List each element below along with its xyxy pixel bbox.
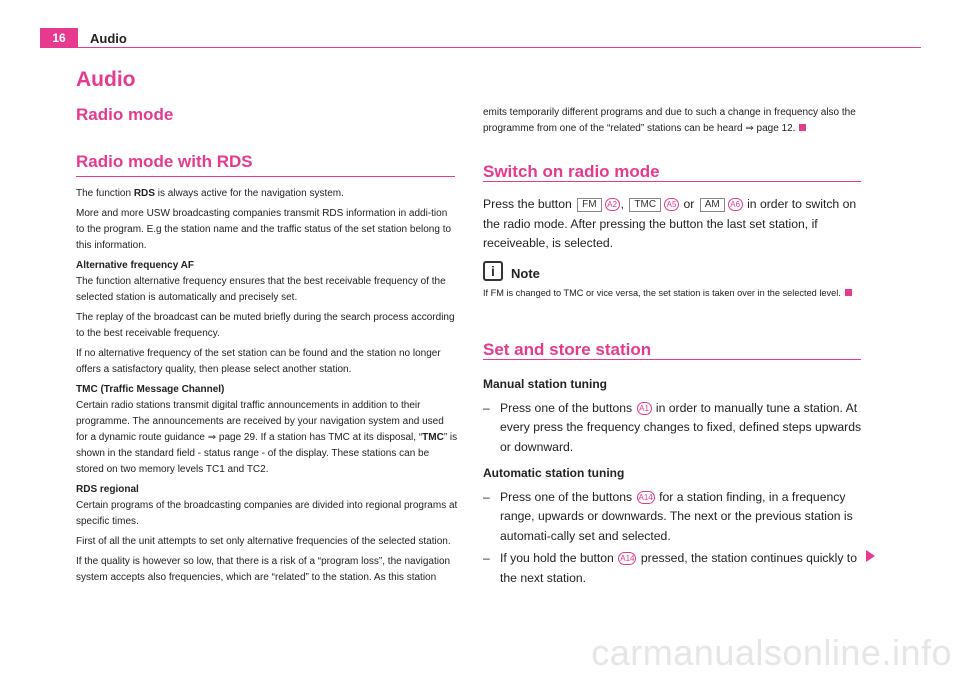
ref-a6-icon: A6 — [728, 198, 743, 211]
paragraph: Certain radio stations transmit digital traffic announcements in addition to their programme. The announcements are received by your navigation system and used for a dynamic route guidance ⇒ page 29. If a station has TMC at its disposal, “TMC” is shown in the standard field - status range - of the display. These stations can be stored on two memory levels TC1 and TC2. — [76, 400, 458, 475]
paragraph: If the quality is however so low, that there is a risk of a “program loss”, the navigation system accepts also frequencies, which are “related” to the station. As this station — [76, 556, 451, 583]
subheading-manual: Manual station tuning — [483, 377, 607, 391]
set-store-section — [483, 375, 863, 588]
ref-a14-icon: A14 — [620, 554, 635, 563]
fm-button-label: FM — [577, 198, 601, 212]
paragraph: More and more USW broadcasting companies transmit RDS information in addi-tion to the program. E.g the station name and the traffic status of the set station belong to this information. — [76, 208, 452, 251]
list-item: – Press one of the buttons A1 in order to manually tune a station. At every press the frequency changes to fixed, defined steps upwards or downward. — [483, 400, 862, 454]
paragraph: The function RDS is always active for the navigation system. — [76, 188, 344, 199]
main-title: Audio — [76, 68, 136, 91]
end-marker-icon — [845, 289, 852, 296]
paragraph: First of all the unit attempts to set only alternative frequencies of the selected station. — [76, 536, 451, 547]
note-text: If FM is changed to TMC or vice versa, the set station is taken over in the selected level. — [483, 286, 863, 301]
section-divider — [483, 181, 861, 182]
ref-a2-icon: A2 — [605, 198, 620, 211]
switch-on-paragraph: Press the button FM A2 , TMC A5 or AM A6 in order to switch on the radio mode. After pressing the button the last set station, if receiveable, is selected. — [483, 197, 857, 250]
list-item: – If you hold the button A14 pressed, the station continues quickly to the next station. — [483, 551, 857, 585]
subheading-automatic: Automatic station tuning — [483, 466, 625, 480]
left-column — [76, 186, 458, 590]
tmc-button-label: TMC — [629, 198, 661, 212]
page-number: 16 — [40, 28, 78, 48]
heading-radio-mode: Radio mode — [76, 105, 174, 124]
end-marker-icon — [799, 124, 806, 131]
section-divider — [483, 359, 861, 360]
header-divider — [40, 47, 921, 48]
paragraph: The function alternative frequency ensures that the best receivable frequency of the selected station is automatically and precisely set. — [76, 276, 446, 303]
subheading-tmc: TMC (Traffic Message Channel) — [76, 384, 225, 395]
subheading-alt-frequency: Alternative frequency AF — [76, 260, 194, 271]
heading-switch-on: Switch on radio mode — [483, 162, 660, 181]
list-item: – Press one of the buttons A14 for a station finding, in a frequency range, upwards or downwards. The next or the previous station is automati-cally set and selected. — [483, 489, 853, 543]
subheading-rds-regional: RDS regional — [76, 484, 139, 495]
note-label: Note — [511, 266, 540, 281]
heading-radio-rds: Radio mode with RDS — [76, 152, 253, 171]
watermark: carmanualsonline.info — [591, 632, 952, 673]
paragraph: emits temporarily different programs and due to such a change in frequency also the programme from one of the “related” stations can be heard ⇒ page 12. — [483, 107, 856, 134]
info-note-icon: i — [483, 261, 503, 281]
ref-a1-icon: A1 — [637, 402, 652, 415]
header-title: Audio — [90, 31, 127, 46]
next-page-arrow-icon — [866, 550, 875, 562]
paragraph: The replay of the broadcast can be muted briefly during the search process according to the best receivable frequency. — [76, 312, 455, 339]
heading-set-store: Set and store station — [483, 340, 652, 359]
am-button-label: AM — [700, 198, 725, 212]
right-continuation — [483, 105, 863, 141]
paragraph: Certain programs of the broadcasting companies are divided into regional programs at specific times. — [76, 500, 458, 527]
ref-a14-icon: A14 — [638, 492, 653, 502]
paragraph: If no alternative frequency of the set station can be found and the station no longer offers a satisfactory quality, then please select another station. — [76, 348, 441, 375]
section-divider — [76, 176, 455, 177]
ref-a5-icon: A5 — [664, 198, 679, 211]
